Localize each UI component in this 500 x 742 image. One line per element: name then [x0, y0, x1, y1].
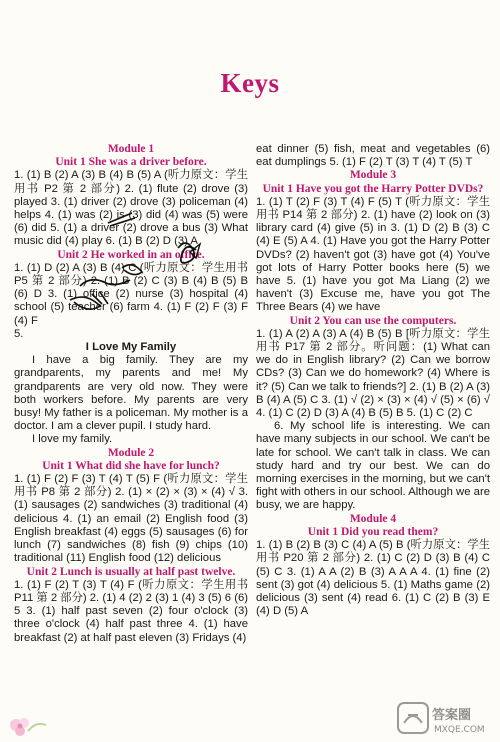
svg-text:答案圈: 答案圈	[432, 708, 472, 723]
unit-heading: Unit 1 What did she have for lunch?	[42, 459, 220, 472]
right-column	[256, 143, 490, 618]
answer-paragraph: eat dinner (5) fish, meat and vegetables (6) eat dumplings 5. (1) F (2) T (3) T (4) T (5) T	[256, 143, 490, 169]
answer-paragraph: 5.	[14, 327, 24, 340]
watermark-logo-icon	[396, 701, 492, 737]
answer-paragraph: 1. (1) A (2) A (3) A (4) B (5) B [听力原文：学生用书 P17 第 2 部分。听问题：(1) What can we do in English library? (2) Can we borrow CDs? (3) Can we do homework? (4) Where is it? (5) Can we talk to friends?] 2. (1) B (2) A (3) B (4) A (5) C 3. (1) √ (2) × (3) × (4) √ (5) × (6) √ 4. (1) C (2) D (3) A (4) B (5) B 5. (1) C (2) C	[256, 327, 490, 420]
unit-heading: Unit 1 She was a driver before.	[55, 156, 207, 169]
flower-decoration-icon	[6, 711, 50, 737]
module-heading: Module 4	[349, 512, 397, 525]
essay-paragraph: 6. My school life is interesting. We can have many subjects in our school. We can't be late for school. We can't talk in class. We can study hard and try our best. We can do morning exercises in the morning, but we can't fight with others in our school. Although we are busy, we are happy.	[256, 420, 490, 512]
essay-paragraph: I have a big family. They are my grandparents, my parents and me! My grandparents are very old now. They were both workers before. My parents are very busy! My father is a policeman. My mother is a doctor. I am a clever pupil. I study hard.	[14, 354, 248, 433]
unit-heading: Unit 2 He worked in an office.	[57, 248, 205, 261]
answer-paragraph: 1. (1) D (2) A (3) B (4) C (听力原文：学生用书 P5 第 2 部分) 2. (1) B (2) C (3) B (4) B (5) B (6) D 3. (1) office (2) nurse (3) hospital (4) school (5) teacher (6) farm 4. (1) F (2) F (3) F (4) F	[14, 261, 248, 327]
answer-paragraph: 1. (1) B (2) A (3) B (4) B (5) A (听力原文：学生用书 P2 第 2 部分) 2. (1) flute (2) drove (3) played 3. (1) driver (2) drove (3) policeman (4) helps 4. (1) was (2) is (3) did (4) was (5) were (6) did 5. (1) a driver (2) drove a bus (3) What music did (4) play 6. (1) B (2) D (3) A	[14, 169, 248, 248]
answer-paragraph: 1. (1) B (2) B (3) C (4) A (5) B (听力原文：学生用书 P20 第 2 部分) 2. (1) C (2) D (3) B (4) C (5) C 3. (1) A A (2) B (3) A A A 4. (1) fine (2) sent (3) got (4) delicious 5. (1) Maths game (2) delicious (3) sent (4) read 6. (1) C (2) B (3) E (4) D (5) A	[256, 539, 490, 618]
story-title: I Love My Family	[85, 341, 177, 354]
essay-paragraph: I love my family.	[32, 433, 113, 446]
answer-paragraph: 1. (1) F (2) T (3) T (4) F (听力原文：学生用书 P11 第 2 部分) 2. (1) 4 (2) 2 (3) 1 (4) 3 (5) 6 (6) 5 3. (1) half past seven (2) four o'clock (3) three o'clock (4) half past three 4. (1) have breakfast (2) at half past eleven (3) Fridays (4)	[14, 578, 248, 644]
svg-text:MXQE.COM: MXQE.COM	[434, 725, 485, 735]
module-heading: Module 2	[107, 446, 155, 459]
answer-paragraph: 1. (1) F (2) F (3) T (4) T (5) F (听力原文：学生用书 P8 第 2 部分) 2. (1) × (2) × (3) × (4) √ 3. (1) sausages (2) sandwiches (3) traditional (4) delicious 4. (1) an email (2) English food (3) English breakfast (4) eggs (5) sausages (6) for lunch (7) sandwiches (8) fish (9) chips (10) traditional (11) English food (12) delicious	[14, 473, 248, 565]
unit-heading: Unit 2 You can use the computers.	[289, 314, 457, 327]
page-title: Keys	[220, 68, 280, 98]
unit-heading: Unit 1 Have you got the Harry Potter DVDs?	[262, 182, 484, 195]
site-watermark	[396, 701, 492, 737]
unit-heading: Unit 1 Did you read them?	[307, 525, 439, 538]
module-heading: Module 3	[349, 169, 397, 182]
left-column	[14, 143, 248, 645]
unit-heading: Unit 2 Lunch is usually at half past twelve.	[26, 565, 236, 578]
answer-paragraph: 1. (1) T (2) F (3) T (4) F (5) T (听力原文：学生用书 P14 第 2 部分) 2. (1) have (2) look on (3) library card (4) give (5) in 3. (1) D (2) B (3) C (4) E (5) A 4. (1) Have you got the Harry Potter DVDs? (2) haven't got (3) have got (4) You've got lots of Harry Potter books here (5) we have 5. (1) have you got Ma Liang (2) we haven't (3) Excuse me, have you got The Three Bears (4) we have	[256, 195, 490, 314]
module-heading: Module 1	[107, 143, 155, 155]
